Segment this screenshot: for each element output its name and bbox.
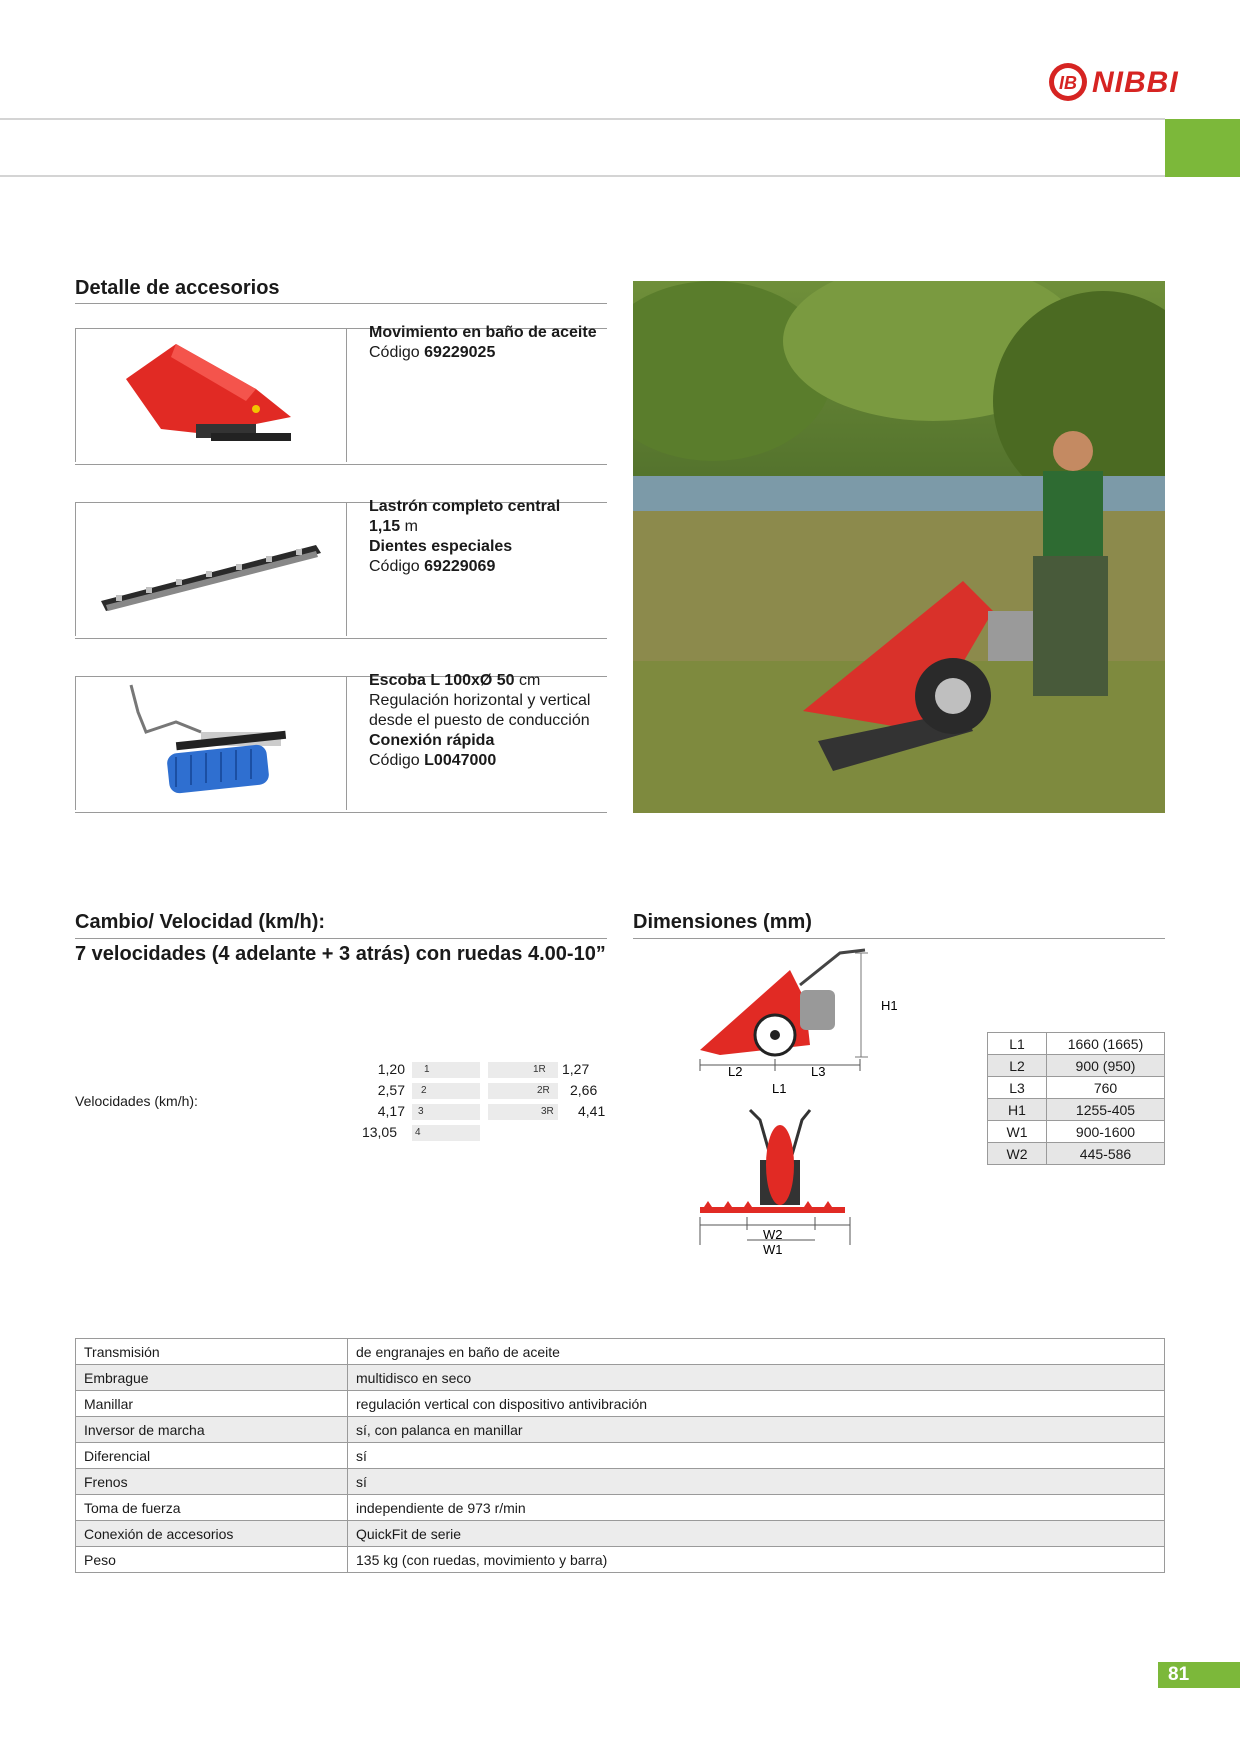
logo-emblem-icon [1048,62,1092,106]
dimension-row [988,1077,1165,1099]
spec-value: sí [348,1443,1165,1469]
spec-value: de engranajes en baño de aceite [348,1339,1165,1365]
dimension-key: L1 [988,1033,1047,1055]
accessory-line [369,731,590,751]
dimension-value: 900-1600 [1047,1121,1165,1143]
page-number: 81 [1158,1662,1240,1688]
dimensions-diagram [690,945,905,1265]
accessory-text-bold: Escoba L 100xØ 50 [369,672,515,689]
dim-label-l2: L2 [728,1064,743,1079]
spec-row [76,1391,1165,1417]
spec-value: sí, con palanca en manillar [348,1417,1165,1443]
spec-row [76,1521,1165,1547]
dimension-row [988,1099,1165,1121]
accessory-text-bold: Movimiento en baño de aceite [369,324,597,341]
dimensions-table [987,1032,1165,1165]
accessory-text-bold: 1,15 [369,518,401,535]
accessory-text: Código [369,752,425,769]
dimensions-title-rule [633,938,1165,939]
accessories-title-rule [75,303,607,304]
forward-gear-tag: 3 [418,1106,424,1117]
logo-mark: IB [1059,73,1077,93]
spec-key: Peso [76,1547,348,1573]
forward-speed-value: 13,05 [361,1124,397,1140]
speeds-label: Velocidades (km/h): [75,1093,198,1109]
dimension-row [988,1143,1165,1165]
accessory-line [369,711,590,731]
spec-key: Embrague [76,1365,348,1391]
dim-label-h1: H1 [881,998,898,1013]
speed-subtitle: 7 velocidades (4 adelante + 3 atrás) con ruedas 4.00-10” [75,943,606,965]
dimension-key: W2 [988,1143,1047,1165]
forward-speed-bar [412,1125,480,1141]
spec-row [76,1339,1165,1365]
dim-label-l1: L1 [772,1081,787,1096]
spec-row [76,1417,1165,1443]
spec-value: independiente de 973 r/min [348,1495,1165,1521]
accessory-line [369,517,560,537]
accessory-card [75,498,607,639]
specifications-table [75,1338,1165,1573]
cutter-bar-image [75,503,347,636]
spec-key: Inversor de marcha [76,1417,348,1443]
accessory-description [369,671,590,771]
reverse-speed-bar [488,1062,558,1078]
forward-gear-tag: 2 [421,1085,427,1096]
accessory-line [369,671,590,691]
header-rule-bottom [0,175,1165,177]
accessory-text-bold: Dientes especiales [369,538,513,555]
accessory-description [369,497,560,577]
dimension-value: 1660 (1665) [1047,1033,1165,1055]
accessory-text: Regulación horizontal y vertical [369,692,591,709]
accessory-text: Código [369,344,425,361]
reverse-gear-tag: 1R [533,1064,546,1075]
accessory-text: desde el puesto de conducción [369,712,590,729]
brand-logo [1048,62,1179,106]
spec-value: regulación vertical con dispositivo antivibración [348,1391,1165,1417]
spec-row [76,1547,1165,1573]
accessory-text-bold: Conexión rápida [369,732,495,749]
accessory-line [369,691,590,711]
spec-key: Transmisión [76,1339,348,1365]
forward-speed-bar [412,1062,480,1078]
dimension-row [988,1121,1165,1143]
accessory-text: Código [369,558,425,575]
accessories-title: Detalle de accesorios [75,277,280,299]
dim-label-w1: W1 [763,1242,783,1257]
forward-speed-value: 4,17 [377,1103,405,1119]
dimension-row [988,1055,1165,1077]
accessory-text-bold: L0047000 [424,752,497,769]
accessory-line [369,537,560,557]
accessory-line [369,343,597,363]
forward-gear-tag: 4 [415,1127,421,1138]
speed-title-rule [75,938,607,939]
dimension-value: 760 [1047,1077,1165,1099]
dimensions-title: Dimensiones (mm) [633,911,812,933]
speed-title: Cambio/ Velocidad (km/h): [75,911,326,933]
dimension-key: L3 [988,1077,1047,1099]
forward-speed-value: 1,20 [377,1061,405,1077]
spec-value: 135 kg (con ruedas, movimiento y barra) [348,1547,1165,1573]
dim-label-l3: L3 [811,1064,826,1079]
spec-key: Frenos [76,1469,348,1495]
front-view-mower-icon [700,1110,845,1213]
spec-value: sí [348,1469,1165,1495]
dimension-row [988,1033,1165,1055]
dim-label-w2: W2 [763,1227,783,1242]
spec-key: Diferencial [76,1443,348,1469]
logo-wordmark: NIBBI [1092,66,1179,99]
accessory-text: m [400,518,418,535]
spec-row [76,1365,1165,1391]
accessory-card [75,324,607,465]
accessory-text-bold: 69229025 [424,344,496,361]
header-rule-top [0,118,1165,120]
accessory-text-bold: 69229069 [424,558,496,575]
dimension-value: 445-586 [1047,1143,1165,1165]
accessory-line [369,323,597,343]
reverse-speed-value: 4,41 [578,1103,606,1119]
spec-value: multidisco en seco [348,1365,1165,1391]
dimension-value: 900 (950) [1047,1055,1165,1077]
accessory-line [369,497,560,517]
accessory-description [369,323,597,363]
forward-speed-value: 2,57 [377,1082,405,1098]
spec-row [76,1495,1165,1521]
spec-key: Toma de fuerza [76,1495,348,1521]
dimension-key: L2 [988,1055,1047,1077]
accessory-text: cm [514,672,541,689]
gearbox-housing-image [75,329,347,462]
spec-value: QuickFit de serie [348,1521,1165,1547]
accessory-text-bold: Lastrón completo central [369,498,561,515]
spec-key: Manillar [76,1391,348,1417]
dimension-key: H1 [988,1099,1047,1121]
reverse-gear-tag: 2R [537,1085,550,1096]
spec-row [76,1469,1165,1495]
forward-gear-tag: 1 [424,1064,430,1075]
accessory-card [75,672,607,813]
reverse-gear-tag: 3R [541,1106,554,1117]
accessory-line [369,751,590,771]
spec-row [76,1443,1165,1469]
mower-in-field-photo [633,281,1165,813]
section-tab [1165,119,1240,177]
side-view-mower-icon [700,950,865,1055]
reverse-speed-value: 1,27 [562,1061,590,1077]
sweeper-brush-image [75,677,347,810]
spec-key: Conexión de accesorios [76,1521,348,1547]
accessory-line [369,557,560,577]
dimension-value: 1255-405 [1047,1099,1165,1121]
dimension-key: W1 [988,1121,1047,1143]
reverse-speed-value: 2,66 [570,1082,598,1098]
